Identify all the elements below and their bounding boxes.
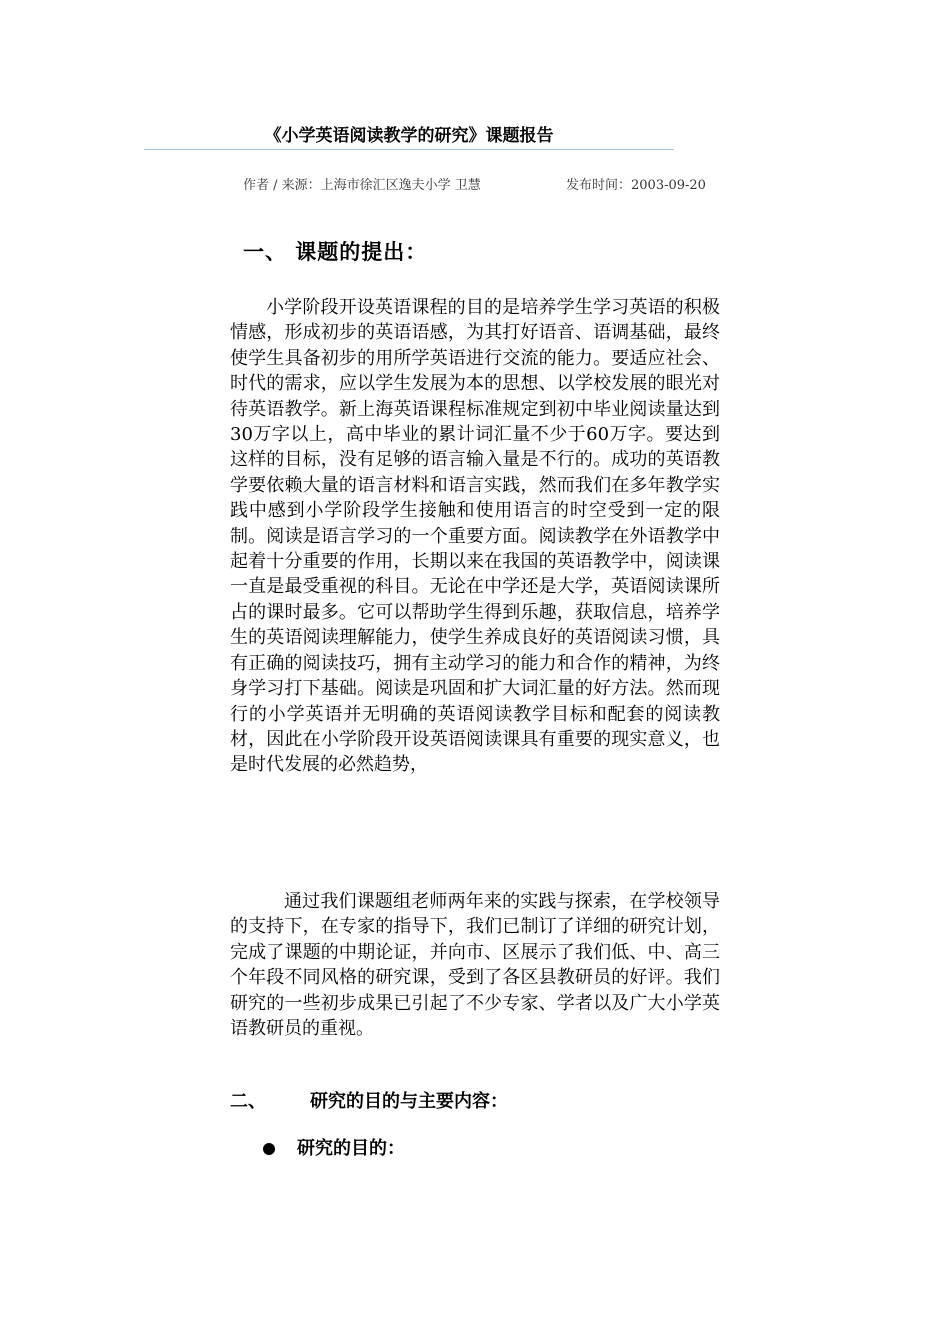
title-underline xyxy=(144,149,674,150)
bullet-item-research-purpose: 研究的目的： xyxy=(297,1138,405,1159)
section-2-number: 二、 xyxy=(230,1091,266,1112)
section-1-paragraph-2: 通过我们课题组老师两年来的实践与探索，在学校领导的支持下，在专家的指导下，我们已制订了详细的研究计划，完成了课题的中期论证，并向市、区展示了我们低、中、高三个年段不同风格的研究课，受到了各区县教研员的好评。我们研究的一些初步成果已引起了不少专家、学者以及广大小学英语教研员的重视。 xyxy=(230,891,720,1040)
section-1-heading: 一、 课题的提出： xyxy=(243,240,428,264)
bullet-dot-icon xyxy=(263,1143,275,1155)
section-1-paragraph-1: 小学阶段开设英语课程的目的是培养学生学习英语的积极情感，形成初步的英语语感，为其打好语音、语调基础，最终使学生具备初步的用所学英语进行交流的能力。要适应社会、时代的需求，应以学生发展为本的思想、以学校发展的眼光对待英语教学。新上海英语课程标准规定到初中毕业阅读量达到30万字以上，高中毕业的累计词汇量不少于60万字。要达到这样的目标，没有足够的语言输入量是不行的。成功的英语教学要依赖大量的语言材料和语言实践，然而我们在多年教学实践中感到小学阶段学生接触和使用语言的时空受到一定的限制。阅读是语言学习的一个重要方面。阅读教学在外语教学中起着十分重要的作用，长期以来在我国的英语教学中，阅读课一直是最受重视的科目。无论在中学还是大学，英语阅读课所占的课时最多。它可以帮助学生得到乐趣，获取信息，培养学生的英语阅读理解能力，使学生养成良好的英语阅读习惯，具有正确的阅读技巧，拥有主动学习的能力和合作的精神，为终身学习打下基础。阅读是巩固和扩大词汇量的好方法。然而现行的小学英语并无明确的英语阅读教学目标和配套的阅读教材，因此在小学阶段开设英语阅读课具有重要的现实意义，也是时代发展的必然趋势， xyxy=(230,297,720,776)
publish-date: 发布时间：2003-09-20 xyxy=(566,178,706,193)
section-2-heading: 研究的目的与主要内容： xyxy=(310,1091,508,1112)
author-source: 作者 / 来源：上海市徐汇区逸夫小学 卫慧 xyxy=(243,178,481,193)
report-title: 《小学英语阅读教学的研究》课题报告 xyxy=(264,126,554,146)
